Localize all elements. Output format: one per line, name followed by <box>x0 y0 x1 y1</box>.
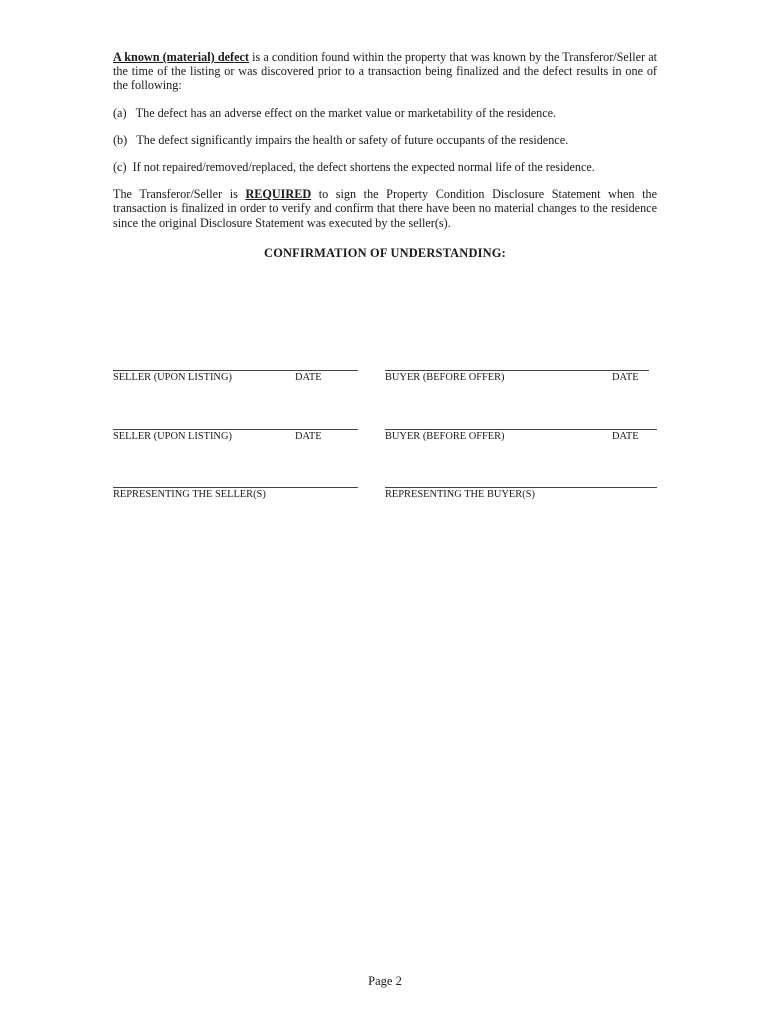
buyer-date-label: DATE <box>612 372 639 383</box>
seller-signature-block <box>113 418 358 442</box>
buyer-date-label: DATE <box>612 431 639 442</box>
seller-agent-signature-block <box>113 476 358 500</box>
seller-date-label: DATE <box>295 431 322 442</box>
buyer-agent-signature-line[interactable] <box>385 476 657 488</box>
buyer-signature-block <box>385 418 657 442</box>
condition-c <box>113 160 657 174</box>
buyer-signature-line[interactable] <box>385 359 649 371</box>
seller-signature-label: SELLER (UPON LISTING) <box>113 372 232 383</box>
condition-a <box>113 106 657 120</box>
requirement-text-before: The Transferor/Seller is <box>113 187 246 202</box>
page-number: Page 2 <box>368 974 402 988</box>
signature-row-3 <box>113 476 657 500</box>
condition-marker: (a) <box>113 105 127 120</box>
buyer-signature-label: BUYER (BEFORE OFFER) <box>385 372 505 383</box>
buyer-signature-block <box>385 359 649 383</box>
buyer-agent-label: REPRESENTING THE BUYER(S) <box>385 489 535 500</box>
condition-marker: (c) <box>113 160 127 175</box>
signature-row-2 <box>113 418 657 442</box>
requirement-paragraph <box>113 187 657 230</box>
condition-text: The defect has an adverse effect on the market value or marketability of the residence. <box>135 105 557 120</box>
seller-signature-line[interactable] <box>113 359 358 371</box>
seller-agent-label: REPRESENTING THE SELLER(S) <box>113 489 266 500</box>
requirement-text-after: to sign the Property Condition Disclosure Statement when the transaction is finalized in order to verify and confirm that there have been no material changes to the residence since the original Disclosure Statement was executed by the seller(s). <box>113 187 657 230</box>
definition-paragraph <box>113 50 657 93</box>
condition-marker: (b) <box>113 132 128 147</box>
section-heading: CONFIRMATION OF UNDERSTANDING: <box>264 245 506 260</box>
document-body <box>113 50 657 260</box>
buyer-signature-label: BUYER (BEFORE OFFER) <box>385 431 505 442</box>
defined-term: A known (material) defect <box>113 50 249 64</box>
condition-b <box>113 133 657 147</box>
buyer-agent-signature-block <box>385 476 657 500</box>
seller-signature-block <box>113 359 358 383</box>
seller-signature-label: SELLER (UPON LISTING) <box>113 431 232 442</box>
signature-row-1 <box>113 359 657 383</box>
required-emphasis: REQUIRED <box>245 187 312 202</box>
definition-text: is a condition found within the property that was known by the Transferor/Seller at the time of the listing or was discovered prior to a transaction being finalized and the defect results in one of the following: <box>113 50 658 93</box>
condition-text: If not repaired/removed/replaced, the defect shortens the expected normal life of the residence. <box>132 160 595 175</box>
buyer-signature-line[interactable] <box>385 418 657 430</box>
seller-agent-signature-line[interactable] <box>113 476 358 488</box>
seller-signature-line[interactable] <box>113 418 358 430</box>
condition-text: The defect significantly impairs the health or safety of future occupants of the residence. <box>136 132 569 147</box>
seller-date-label: DATE <box>295 372 322 383</box>
